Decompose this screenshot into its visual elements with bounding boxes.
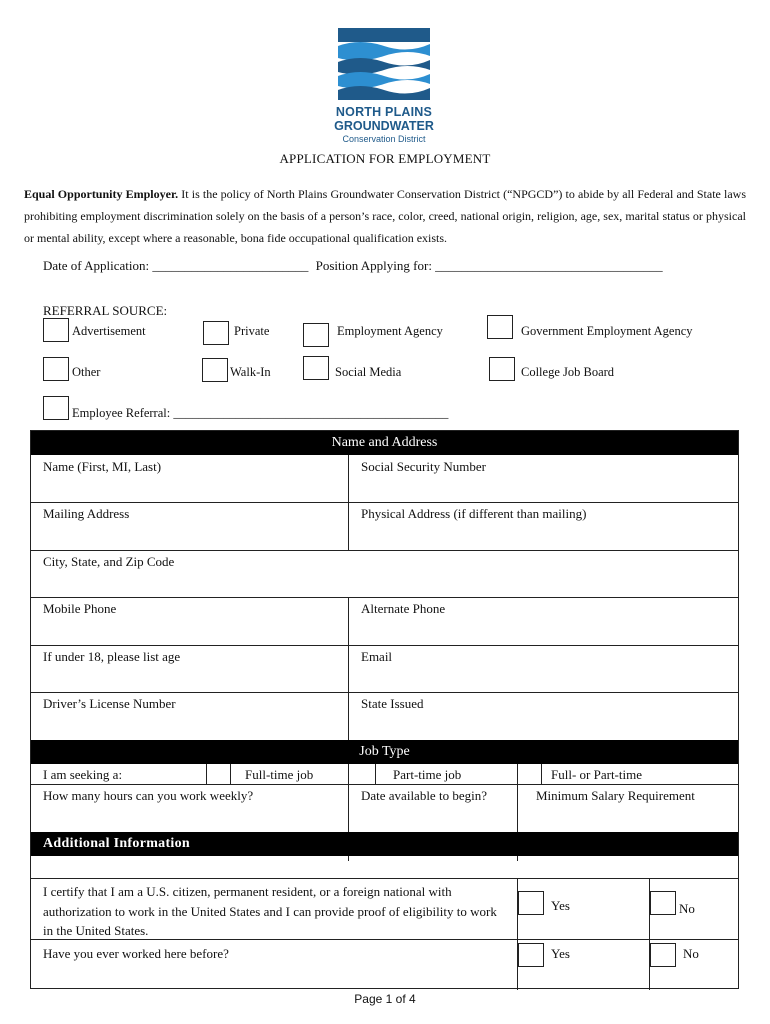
age-field-label[interactable]: If under 18, please list age [43,649,181,664]
physical-address-label[interactable]: Physical Address (if different than mailing) [361,506,587,521]
walk-in-checkbox[interactable] [202,358,228,382]
divider [31,502,738,503]
minimum-salary-label[interactable]: Minimum Salary Requirement [536,788,695,803]
college-job-board-label: College Job Board [521,365,615,379]
divider [348,597,349,740]
referral-source-title: REFERRAL SOURCE: [43,303,168,318]
mobile-phone-label[interactable]: Mobile Phone [43,601,117,616]
citizen-yes-checkbox[interactable] [518,891,544,915]
full-or-part-time-label: Full- or Part-time [551,767,642,782]
social-media-label: Social Media [335,365,402,379]
divider [230,764,231,784]
part-time-checkbox[interactable] [349,764,375,784]
citizen-no-checkbox[interactable] [650,891,676,915]
full-or-part-time-checkbox[interactable] [518,764,541,784]
job-type-header: Job Type [31,740,738,764]
date-available-label[interactable]: Date available to begin? [361,788,487,803]
date-position-row [43,258,663,274]
walk-in-label: Walk-In [230,365,271,379]
npgcd-logo [330,26,438,150]
alternate-phone-label[interactable]: Alternate Phone [361,601,446,616]
eeo-statement [24,183,746,249]
divider [31,645,738,646]
additional-info-header: Additional Information [31,832,738,856]
college-job-board-checkbox[interactable] [489,357,515,381]
full-time-label: Full-time job [245,767,314,782]
government-employment-agency-label: Government Employment Agency [521,324,693,338]
application-form-table [30,430,739,989]
other-label: Other [72,365,101,379]
drivers-license-label[interactable]: Driver’s License Number [43,696,176,711]
name-address-header: Name and Address [31,431,738,455]
private-checkbox[interactable] [203,321,229,345]
ssn-field-label[interactable]: Social Security Number [361,459,486,474]
social-media-checkbox[interactable] [303,356,329,380]
date-of-application-field[interactable]: Date of Application: ________________________ [43,258,309,273]
worked-before-no-label: No [683,946,699,961]
employment-agency-label: Employment Agency [337,324,443,338]
advertisement-label: Advertisement [72,324,146,338]
worked-here-before-text: Have you ever worked here before? [43,946,229,961]
divider [31,692,738,693]
government-employment-agency-checkbox[interactable] [487,315,513,339]
mailing-address-label[interactable]: Mailing Address [43,506,130,521]
page-number: Page 1 of 4 [354,992,416,1006]
advertisement-checkbox[interactable] [43,318,69,342]
logo-line-1: NORTH PLAINS [335,105,433,119]
divider [375,764,376,784]
worked-before-no-checkbox[interactable] [650,943,676,967]
part-time-label: Part-time job [393,767,462,782]
divider [31,939,738,940]
employment-agency-checkbox[interactable] [303,323,329,347]
certify-citizenship-text: I certify that I am a U.S. citizen, permanent resident, or a foreign national with authorization to work in the United States and I can provide proof of eligibility to work in the United States. [43,884,497,938]
private-label: Private [234,324,270,338]
name-field-label[interactable]: Name (First, MI, Last) [43,459,162,474]
document-title: APPLICATION FOR EMPLOYMENT [279,151,491,166]
divider [541,764,542,784]
divider [31,784,738,785]
seeking-label: I am seeking a: [43,767,123,782]
eeo-body: It is the policy of North Plains Groundwater Conservation District (“NPGCD”) to abide by all Federal and State laws prohibiting employment discrimination solely on the basis of a person’s race, color, creed, national origin, religion, age, sex, marital status or physical or mental ability, except where a reasonable, bona fide occupational qualification exists. [24,187,746,245]
worked-before-yes-label: Yes [551,946,570,961]
divider [31,597,738,598]
logo-water-graphic [330,26,438,104]
city-state-zip-label[interactable]: City, State, and Zip Code [43,554,175,569]
logo-line-3: Conservation District [342,134,426,144]
citizen-no-label: No [679,901,695,916]
divider [31,878,738,879]
citizen-yes-label: Yes [551,898,570,913]
logo-line-2: GROUNDWATER [334,119,434,133]
email-field-label[interactable]: Email [361,649,393,664]
worked-before-yes-checkbox[interactable] [518,943,544,967]
full-time-checkbox[interactable] [207,764,230,784]
position-applying-field[interactable]: Position Applying for: ___________________________________ [315,258,663,273]
eeo-lead: Equal Opportunity Employer. [24,187,179,201]
employee-referral-field[interactable]: Employee Referral: ____________________________________________ [72,406,449,420]
hours-weekly-label[interactable]: How many hours can you work weekly? [43,788,254,803]
divider [31,550,738,551]
other-checkbox[interactable] [43,357,69,381]
employee-referral-checkbox[interactable] [43,396,69,420]
state-issued-label[interactable]: State Issued [361,696,424,711]
